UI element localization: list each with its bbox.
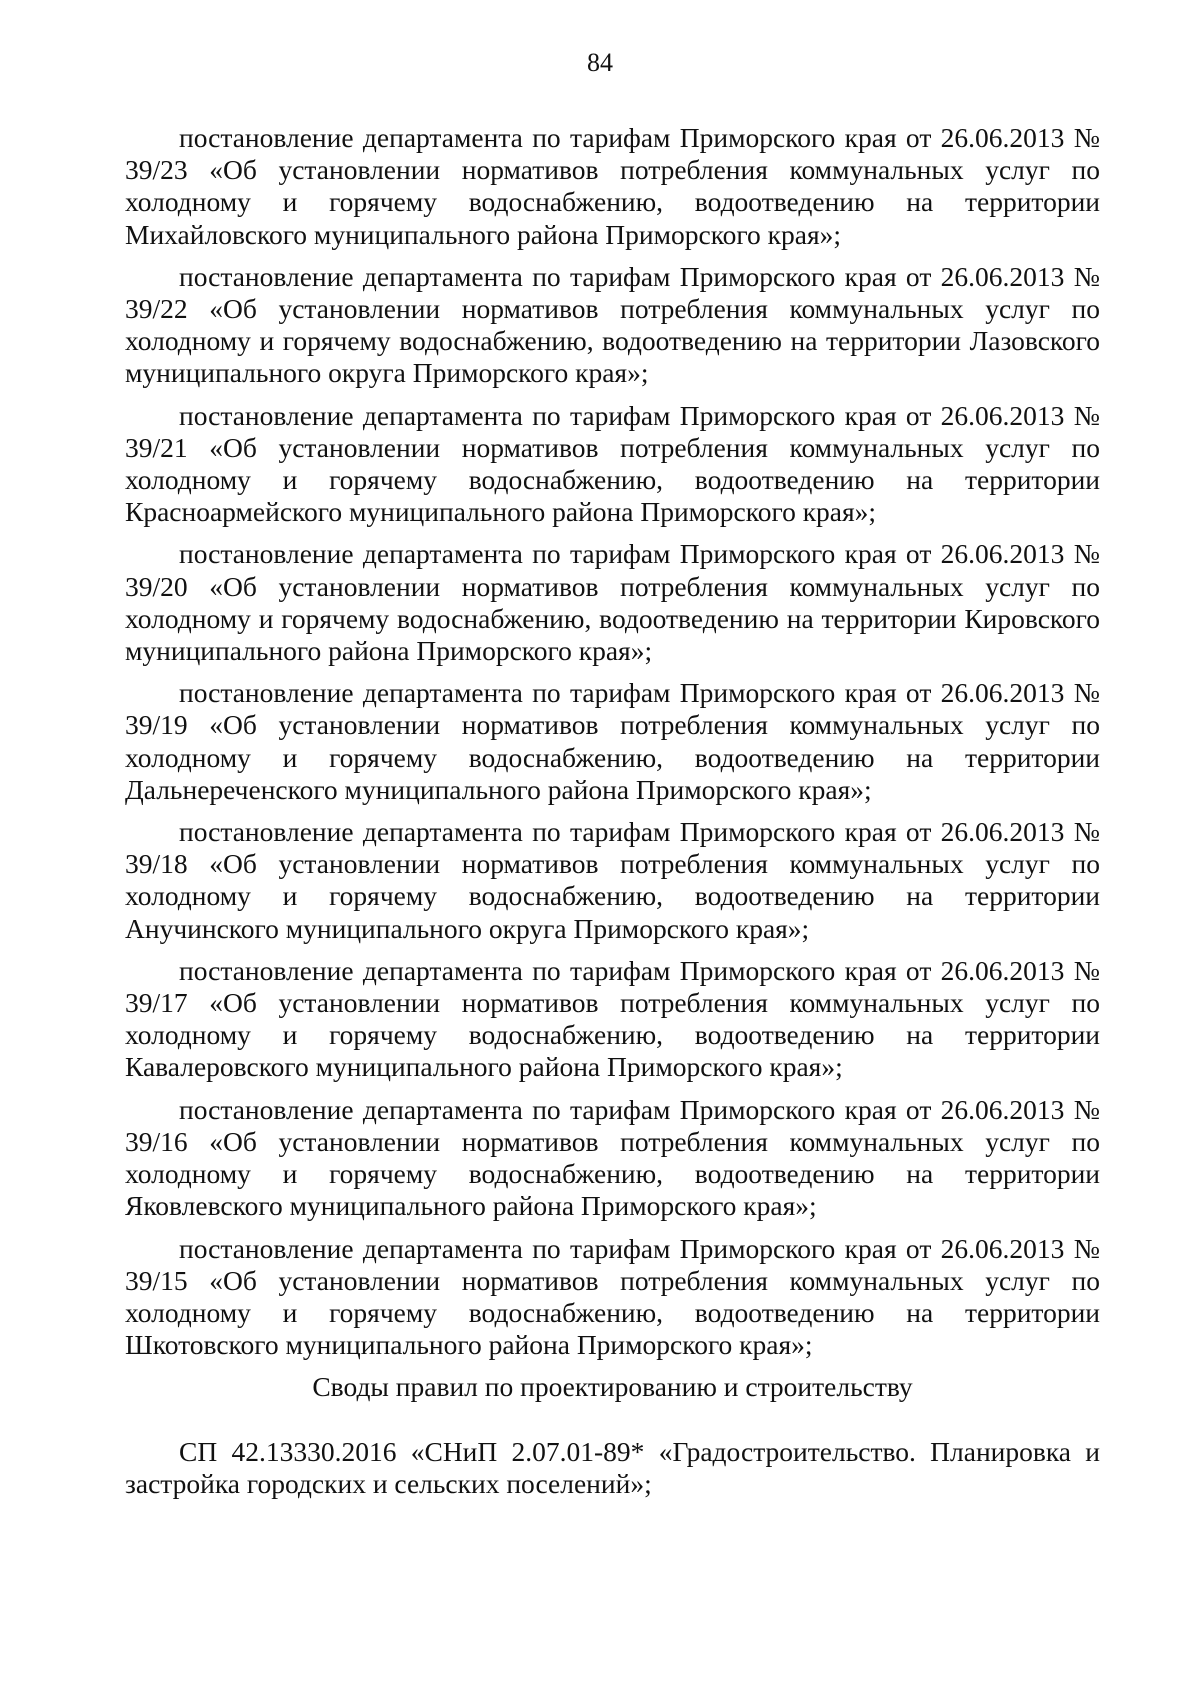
page-number: 84	[587, 48, 613, 77]
paragraph-39-23: постановление департамента по тарифам Приморского края от 26.06.2013 № 39/23 «Об установлении нормативов потребления коммунальных услуг по холодному и горячему водоснабжению, водоотведению на территории Михайловского муниципального района Приморского края»;	[125, 122, 1100, 250]
section-heading: Своды правил по проектированию и строительству	[312, 1371, 913, 1403]
paragraph-39-21: постановление департамента по тарифам Приморского края от 26.06.2013 № 39/21 «Об установлении нормативов потребления коммунальных услуг по холодному и горячему водоснабжению, водоотведению на территории Красноармейского муниципального района Приморского края»;	[125, 399, 1100, 528]
paragraph-39-18: постановление департамента по тарифам Приморского края от 26.06.2013 № 39/18 «Об установлении нормативов потребления коммунальных услуг по холодному и горячему водоснабжению, водоотведению на территории Анучинского муниципального округа Приморского края»;	[125, 816, 1100, 944]
paragraph-39-16: постановление департамента по тарифам Приморского края от 26.06.2013 № 39/16 «Об установлении нормативов потребления коммунальных услуг по холодному и горячему водоснабжению, водоотведению на территории Яковлевского муниципального района Приморского края»;	[125, 1093, 1100, 1222]
paragraph-39-20: постановление департамента по тарифам Приморского края от 26.06.2013 № 39/20 «Об установлении нормативов потребления коммунальных услуг по холодному и горячему водоснабжению, водоотведению на территории Кировского муниципального района Приморского края»;	[125, 538, 1100, 667]
paragraph-39-17: постановление департамента по тарифам Приморского края от 26.06.2013 № 39/17 «Об установлении нормативов потребления коммунальных услуг по холодному и горячему водоснабжению, водоотведению на территории Кавалеровского муниципального района Приморского края»;	[125, 954, 1100, 1083]
paragraph-39-19: постановление департамента по тарифам Приморского края от 26.06.2013 № 39/19 «Об установлении нормативов потребления коммунальных услуг по холодному и горячему водоснабжению, водоотведению на территории Дальнереченского муниципального района Приморского края»;	[125, 677, 1100, 805]
paragraph-39-22: постановление департамента по тарифам Приморского края от 26.06.2013 № 39/22 «Об установлении нормативов потребления коммунальных услуг по холодному и горячему водоснабжению, водоотведению на территории Лазовского муниципального округа Приморского края»;	[125, 260, 1100, 389]
paragraph-39-15: постановление департамента по тарифам Приморского края от 26.06.2013 № 39/15 «Об установлении нормативов потребления коммунальных услуг по холодному и горячему водоснабжению, водоотведению на территории Шкотовского муниципального района Приморского края»;	[125, 1232, 1100, 1361]
document-body	[125, 122, 1100, 1510]
paragraph-sp-42: СП 42.13330.2016 «СНиП 2.07.01-89* «Градостроительство. Планировка и застройка городских и сельских поселений»;	[125, 1435, 1100, 1499]
